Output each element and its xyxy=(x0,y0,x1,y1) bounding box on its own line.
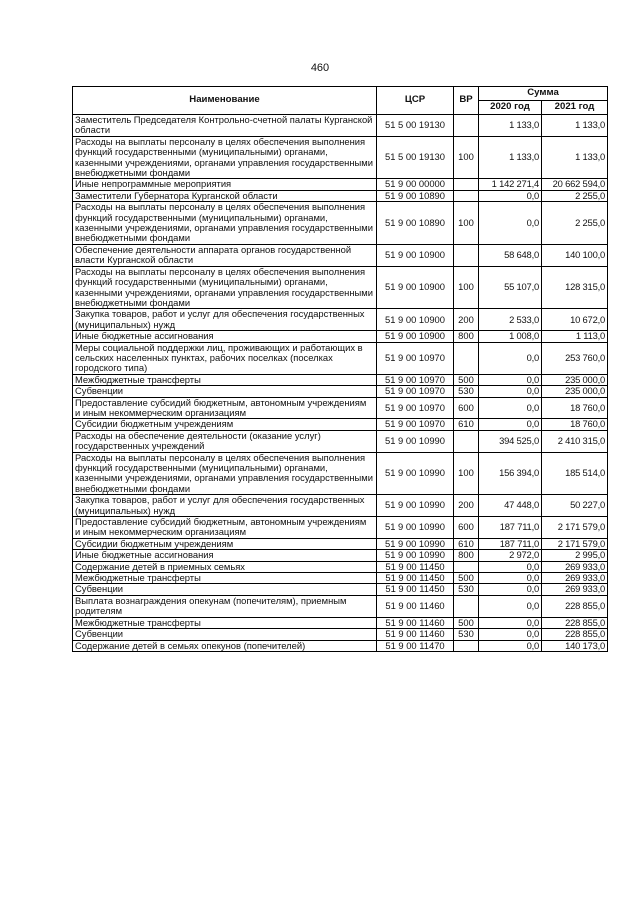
row-2020: 0,0 xyxy=(479,561,542,572)
row-2021: 18 760,0 xyxy=(542,419,608,430)
row-vr xyxy=(454,244,479,266)
row-csr: 51 9 00 10900 xyxy=(377,244,454,266)
row-2021: 253 760,0 xyxy=(542,342,608,374)
row-csr: 51 9 00 10890 xyxy=(377,202,454,245)
row-csr: 51 9 00 11450 xyxy=(377,584,454,595)
row-vr: 200 xyxy=(454,495,479,517)
row-name: Содержание детей в семьях опекунов (попечителей) xyxy=(73,640,377,651)
row-2020: 394 525,0 xyxy=(479,430,542,452)
table-row xyxy=(73,266,608,309)
row-vr xyxy=(454,430,479,452)
row-csr: 51 9 00 11460 xyxy=(377,595,454,617)
row-name: Субсидии бюджетным учреждениям xyxy=(73,538,377,549)
row-name: Субвенции xyxy=(73,629,377,640)
row-2021: 269 933,0 xyxy=(542,561,608,572)
row-2020: 0,0 xyxy=(479,629,542,640)
row-vr xyxy=(454,561,479,572)
row-2021: 2 255,0 xyxy=(542,190,608,201)
row-2021: 18 760,0 xyxy=(542,397,608,419)
row-csr: 51 9 00 10970 xyxy=(377,397,454,419)
row-2021: 20 662 594,0 xyxy=(542,179,608,190)
row-csr: 51 9 00 11460 xyxy=(377,629,454,640)
row-vr: 610 xyxy=(454,538,479,549)
header-vr: ВР xyxy=(454,87,479,115)
row-vr xyxy=(454,179,479,190)
row-2020: 187 711,0 xyxy=(479,538,542,549)
row-2021: 1 133,0 xyxy=(542,136,608,179)
table-row xyxy=(73,386,608,397)
row-name: Субсидии бюджетным учреждениям xyxy=(73,419,377,430)
row-2020: 2 533,0 xyxy=(479,309,542,331)
row-csr: 51 9 00 10970 xyxy=(377,374,454,385)
row-2021: 2 171 579,0 xyxy=(542,517,608,539)
table-row xyxy=(73,495,608,517)
row-name: Расходы на выплаты персоналу в целях обеспечения выполнения функций государственными (муниципальными) органами, казенными учреждениями, органами управления государственными внебюджетными фондами xyxy=(73,202,377,245)
table-row xyxy=(73,629,608,640)
row-vr: 610 xyxy=(454,419,479,430)
row-csr: 51 9 00 10900 xyxy=(377,309,454,331)
row-2020: 156 394,0 xyxy=(479,452,542,495)
row-csr: 51 9 00 10900 xyxy=(377,266,454,309)
table-row xyxy=(73,190,608,201)
row-name: Расходы на выплаты персоналу в целях обеспечения выполнения функций государственными (муниципальными) органами, казенными учреждениями, органами управления государственными внебюджетными фондами xyxy=(73,266,377,309)
row-vr: 200 xyxy=(454,309,479,331)
row-2021: 140 173,0 xyxy=(542,640,608,651)
row-2021: 1 133,0 xyxy=(542,115,608,137)
row-vr: 600 xyxy=(454,517,479,539)
header-csr: ЦСР xyxy=(377,87,454,115)
row-vr: 530 xyxy=(454,386,479,397)
row-name: Меры социальной поддержки лиц, проживающих и работающих в сельских населенных пунктах, рабочих поселках (поселках городского типа) xyxy=(73,342,377,374)
row-vr xyxy=(454,190,479,201)
row-2020: 0,0 xyxy=(479,202,542,245)
row-vr: 100 xyxy=(454,136,479,179)
row-2020: 0,0 xyxy=(479,595,542,617)
row-csr: 51 9 00 11450 xyxy=(377,573,454,584)
row-name: Выплата вознаграждения опекунам (попечителям), приемным родителям xyxy=(73,595,377,617)
row-vr: 530 xyxy=(454,629,479,640)
row-csr: 51 9 00 11470 xyxy=(377,640,454,651)
row-vr xyxy=(454,115,479,137)
row-vr: 530 xyxy=(454,584,479,595)
table-row xyxy=(73,244,608,266)
table-row xyxy=(73,640,608,651)
row-2020: 0,0 xyxy=(479,386,542,397)
row-2021: 269 933,0 xyxy=(542,573,608,584)
row-csr: 51 9 00 10890 xyxy=(377,190,454,201)
row-vr: 800 xyxy=(454,331,479,342)
row-csr: 51 5 00 19130 xyxy=(377,115,454,137)
row-2021: 2 171 579,0 xyxy=(542,538,608,549)
row-name: Заместитель Председателя Контрольно-счетной палаты Курганской области xyxy=(73,115,377,137)
row-2020: 0,0 xyxy=(479,617,542,628)
row-csr: 51 9 00 11460 xyxy=(377,617,454,628)
row-2021: 2 410 315,0 xyxy=(542,430,608,452)
row-2021: 50 227,0 xyxy=(542,495,608,517)
row-2021: 2 255,0 xyxy=(542,202,608,245)
table-row xyxy=(73,617,608,628)
table-row xyxy=(73,115,608,137)
row-name: Иные бюджетные ассигнования xyxy=(73,550,377,561)
row-name: Межбюджетные трансферты xyxy=(73,573,377,584)
row-2021: 140 100,0 xyxy=(542,244,608,266)
row-vr: 500 xyxy=(454,374,479,385)
row-2021: 269 933,0 xyxy=(542,584,608,595)
row-vr: 100 xyxy=(454,202,479,245)
row-csr: 51 9 00 11450 xyxy=(377,561,454,572)
row-name: Заместители Губернатора Курганской области xyxy=(73,190,377,201)
table-row xyxy=(73,584,608,595)
header-year-2020: 2020 год xyxy=(479,101,542,115)
row-vr xyxy=(454,640,479,651)
header-name: Наименование xyxy=(73,87,377,115)
row-vr: 100 xyxy=(454,266,479,309)
row-csr: 51 9 00 10990 xyxy=(377,495,454,517)
table-row xyxy=(73,419,608,430)
row-csr: 51 9 00 10970 xyxy=(377,419,454,430)
row-vr: 500 xyxy=(454,617,479,628)
page-number: 460 xyxy=(310,62,330,74)
row-name: Обеспечение деятельности аппарата органов государственной власти Курганской области xyxy=(73,244,377,266)
table-row xyxy=(73,561,608,572)
row-name: Расходы на обеспечение деятельности (оказание услуг) государственных учреждений xyxy=(73,430,377,452)
row-2020: 1 133,0 xyxy=(479,115,542,137)
row-2021: 10 672,0 xyxy=(542,309,608,331)
row-csr: 51 5 00 19130 xyxy=(377,136,454,179)
row-2020: 0,0 xyxy=(479,342,542,374)
table-row xyxy=(73,517,608,539)
row-vr: 500 xyxy=(454,573,479,584)
table-body xyxy=(73,115,608,652)
row-name: Иные бюджетные ассигнования xyxy=(73,331,377,342)
row-name: Закупка товаров, работ и услуг для обеспечения государственных (муниципальных) нужд xyxy=(73,309,377,331)
row-csr: 51 9 00 10990 xyxy=(377,430,454,452)
row-name: Межбюджетные трансферты xyxy=(73,374,377,385)
row-vr: 800 xyxy=(454,550,479,561)
row-name: Межбюджетные трансферты xyxy=(73,617,377,628)
row-name: Расходы на выплаты персоналу в целях обеспечения выполнения функций государственными (муниципальными) органами, казенными учреждениями, органами управления государственными внебюджетными фондами xyxy=(73,136,377,179)
row-2020: 0,0 xyxy=(479,374,542,385)
table-row xyxy=(73,452,608,495)
row-csr: 51 9 00 10990 xyxy=(377,517,454,539)
budget-table xyxy=(72,86,608,652)
row-2020: 47 448,0 xyxy=(479,495,542,517)
row-2020: 1 008,0 xyxy=(479,331,542,342)
table-row xyxy=(73,374,608,385)
header-year-2021: 2021 год xyxy=(542,101,608,115)
row-2020: 0,0 xyxy=(479,190,542,201)
row-name: Субвенции xyxy=(73,386,377,397)
row-2021: 1 113,0 xyxy=(542,331,608,342)
row-2020: 0,0 xyxy=(479,419,542,430)
row-2020: 0,0 xyxy=(479,573,542,584)
row-csr: 51 9 00 10970 xyxy=(377,386,454,397)
table-row xyxy=(73,573,608,584)
table-row xyxy=(73,342,608,374)
row-2021: 185 514,0 xyxy=(542,452,608,495)
row-csr: 51 9 00 10990 xyxy=(377,538,454,549)
table-row xyxy=(73,309,608,331)
row-name: Предоставление субсидий бюджетным, автономным учреждениям и иным некоммерческим организациям xyxy=(73,397,377,419)
row-2020: 58 648,0 xyxy=(479,244,542,266)
row-2021: 228 855,0 xyxy=(542,595,608,617)
row-2020: 1 142 271,4 xyxy=(479,179,542,190)
row-csr: 51 9 00 10990 xyxy=(377,550,454,561)
row-csr: 51 9 00 10990 xyxy=(377,452,454,495)
row-name: Закупка товаров, работ и услуг для обеспечения государственных (муниципальных) нужд xyxy=(73,495,377,517)
row-csr: 51 9 00 10900 xyxy=(377,331,454,342)
header-amount: Сумма xyxy=(479,87,608,101)
table-row xyxy=(73,179,608,190)
row-csr: 51 9 00 10970 xyxy=(377,342,454,374)
row-name: Расходы на выплаты персоналу в целях обеспечения выполнения функций государственными (муниципальными) органами, казенными учреждениями, органами управления государственными внебюджетными фондами xyxy=(73,452,377,495)
table-row xyxy=(73,136,608,179)
row-vr: 600 xyxy=(454,397,479,419)
row-2020: 0,0 xyxy=(479,584,542,595)
row-2021: 128 315,0 xyxy=(542,266,608,309)
table-row xyxy=(73,538,608,549)
row-name: Предоставление субсидий бюджетным, автономным учреждениям и иным некоммерческим организациям xyxy=(73,517,377,539)
row-2021: 235 000,0 xyxy=(542,374,608,385)
row-2021: 2 995,0 xyxy=(542,550,608,561)
row-2020: 2 972,0 xyxy=(479,550,542,561)
table-row xyxy=(73,550,608,561)
table-row xyxy=(73,595,608,617)
table-row xyxy=(73,202,608,245)
row-2020: 0,0 xyxy=(479,640,542,651)
row-vr xyxy=(454,342,479,374)
row-name: Иные непрограммные мероприятия xyxy=(73,179,377,190)
row-csr: 51 9 00 00000 xyxy=(377,179,454,190)
row-vr: 100 xyxy=(454,452,479,495)
row-2020: 187 711,0 xyxy=(479,517,542,539)
row-2021: 228 855,0 xyxy=(542,617,608,628)
row-2020: 0,0 xyxy=(479,397,542,419)
row-name: Содержание детей в приемных семьях xyxy=(73,561,377,572)
row-2020: 1 133,0 xyxy=(479,136,542,179)
row-2021: 235 000,0 xyxy=(542,386,608,397)
row-2021: 228 855,0 xyxy=(542,629,608,640)
table-row xyxy=(73,430,608,452)
table-row xyxy=(73,331,608,342)
row-vr xyxy=(454,595,479,617)
row-2020: 55 107,0 xyxy=(479,266,542,309)
table-row xyxy=(73,397,608,419)
row-name: Субвенции xyxy=(73,584,377,595)
